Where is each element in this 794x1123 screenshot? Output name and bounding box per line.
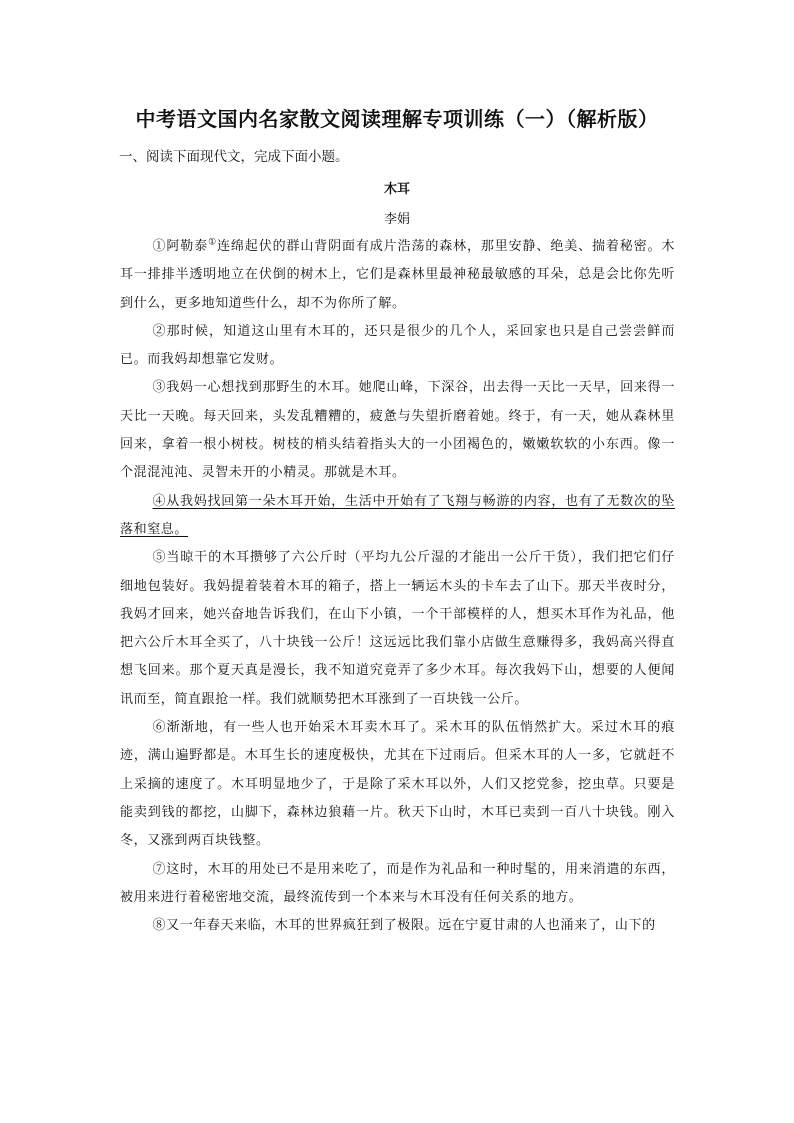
paragraph-2: ②那时候，知道这山里有木耳的，还只是很少的几个人，采回家也只是自己尝尝鲜而已。而我妈却想靠它发财。 bbox=[120, 323, 675, 368]
footnote-marker: ① bbox=[208, 237, 218, 248]
document-title: 中考语文国内名家散文阅读理解专项训练（一）（解析版） bbox=[135, 107, 659, 131]
paragraph-1-lead: ①阿勒泰 bbox=[152, 239, 209, 254]
paragraph-3: ③我妈一心想找到那野生的木耳。她爬山峰，下深谷，出去得一天比一天早，回来得一天比一天晚。每天回来，头发乱糟糟的，疲惫与失望折磨着她。终于，有一天，她从森林里回来，拿着一根小树枝。树枝的梢头结着指头大的一小团褐色的，嫩嫩软软的小东西。像一个混混沌沌、灵智未开的小精灵。那就是木耳。 bbox=[120, 380, 675, 481]
paragraph-8: ⑧又一年春天来临，木耳的世界疯狂到了极限。远在宁夏甘肃的人也涌来了，山下的 bbox=[152, 918, 656, 934]
article-author: 李娟 bbox=[383, 212, 410, 227]
paragraph-5: ⑤当晾干的木耳攒够了六公斤时（平均九公斤湿的才能出一公斤干货），我们把它们仔细地包装好。我妈提着装着木耳的箱子，搭上一辆运木头的卡车去了山下。那天半夜时分，我妈才回来，她兴奋地告诉我们，在山下小镇，一个干部模样的人，想买木耳作为礼品，他把六公斤木耳全买了，八十块钱一公斤！这远远比我们靠小店做生意赚得多，我妈高兴得直想飞回来。那个夏天真是漫长，我不知道究竟弄了多少木耳。每次我妈下山，想要的人便闻讯而至，简直跟抢一样。我们就顺势把木耳涨到了一百块钱一公斤。 bbox=[120, 550, 675, 707]
paragraph-1 bbox=[120, 233, 675, 318]
article-body bbox=[120, 233, 675, 940]
section-heading: 一、阅读下面现代文，完成下面小题。 bbox=[119, 149, 349, 165]
paragraph-7: ⑦这时，木耳的用处已不是用来吃了，而是作为礼品和一种时髦的，用来消遣的东西，被用来进行着秘密地交流，最终流传到一个本来与木耳没有任何关系的地方。 bbox=[120, 861, 675, 905]
article-title: 木耳 bbox=[383, 182, 410, 197]
paragraph-4 bbox=[120, 488, 675, 545]
paragraph-6: ⑥渐渐地，有一些人也开始采木耳卖木耳了。采木耳的队伍悄然扩大。采过木耳的痕迹，满山遍野都是。木耳生长的速度极快，尤其在下过雨后。但采木耳的人一多，它就赶不上采摘的速度了。木耳明显地少了，于是除了采木耳以外，人们又挖党参，挖虫草。只要是能卖到钱的都挖，山脚下，森林边狼藉一片。秋天下山时，木耳已卖到一百八十块钱。刚入冬，又涨到两百块钱整。 bbox=[120, 720, 675, 849]
paragraph-1-text: 连绵起伏的群山背阴面有成片浩荡的森林，那里安静、绝美、揣着秘密。木耳一排排半透明地立在伏倒的树木上，它们是森林里最神秘最敏感的耳朵，总是会比你先听到什么，更多地知道些什么，却不为你所了解。 bbox=[120, 239, 676, 311]
underlined-sentence: ④从我妈找回第一朵木耳开始，生活中开始有了飞翔与畅游的内容，也有了无数次的坠落和窒息。 bbox=[120, 493, 675, 537]
